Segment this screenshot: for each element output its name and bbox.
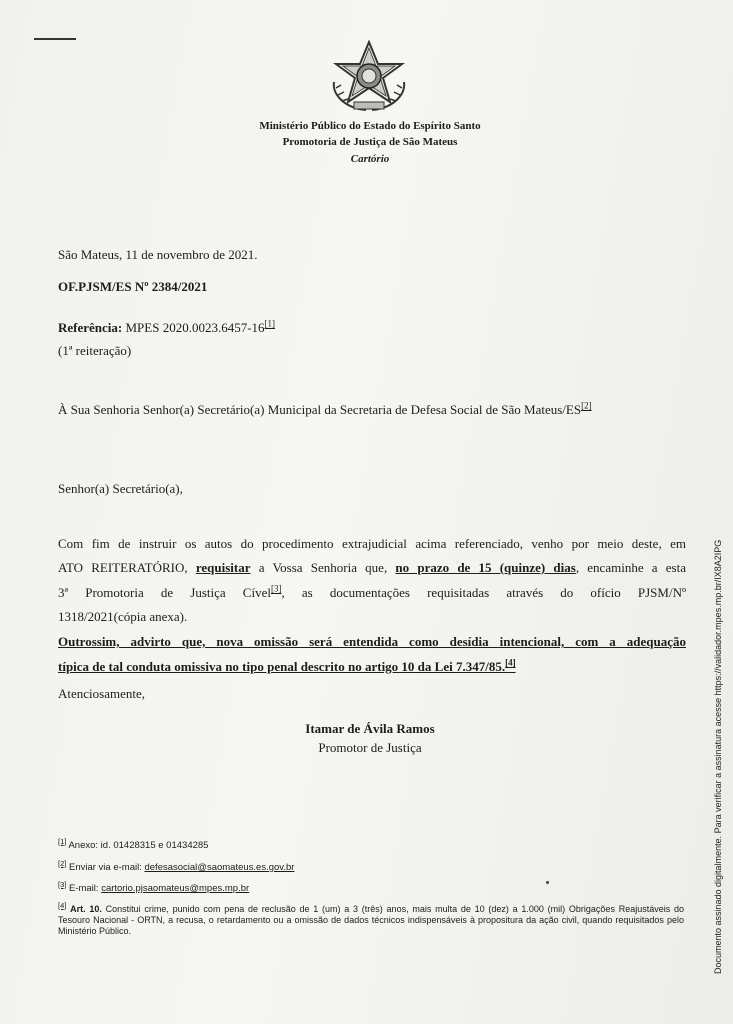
body-text: , as documentações requisitadas através do ofício PJSM/Nº [281, 585, 686, 600]
footnote-mark-1: [1] [58, 836, 67, 846]
espirito-santo-coat-of-arms-icon [326, 40, 412, 116]
reference-value: MPES 2020.0023.6457-16 [125, 320, 265, 335]
digital-signature-notice [703, 496, 723, 974]
footnote-ref-2[interactable]: [2] [581, 400, 592, 411]
closing: Atenciosamente, [58, 686, 145, 701]
recipient-line [58, 402, 592, 418]
warning-line-1: Outrossim, advirto que, nova omissão será entendida como desídia intencional, com a adequação [58, 634, 686, 649]
footnote-2 [58, 858, 295, 873]
warning-text: típica de tal conduta omissiva no tipo penal descrito no artigo 10 da Lei 7.347/85. [58, 659, 506, 674]
footnote-1 [58, 836, 209, 851]
footnote-mark-2: [2] [58, 858, 67, 868]
place-date: São Mateus, 11 de novembro de 2021. [58, 247, 258, 262]
ink-dot [546, 881, 549, 884]
footnote-4-article: Art. 10. [70, 904, 102, 914]
recipient-text: À Sua Senhoria Senhor(a) Secretário(a) Municipal da Secretaria de Defesa Social de São Mateus/ES [58, 402, 582, 417]
footnote-ref-1[interactable]: [1] [264, 318, 276, 329]
emphasis-requisitar: requisitar [195, 560, 251, 575]
footnote-ref-4[interactable]: [4] [505, 657, 516, 668]
body-line-3 [58, 585, 686, 601]
body-text: , encaminhe a esta [575, 560, 686, 575]
department-name: Cartório [350, 153, 390, 165]
footnote-ref-3[interactable]: [3] [270, 583, 282, 594]
warning-line-2 [58, 659, 516, 675]
body-text: a Vossa Senhoria que, [250, 560, 396, 575]
body-text: 3ª Promotoria de Justiça Cível [58, 585, 271, 600]
office-number: OF.PJSM/ES Nº 2384/2021 [58, 279, 208, 294]
salutation: Senhor(a) Secretário(a), [58, 481, 183, 496]
footnote-mark-3: [3] [58, 879, 67, 889]
body-line-1: Com fim de instruir os autos do procedimento extrajudicial acima referenciado, venho por meio deste, em [58, 536, 686, 551]
body-text: ATO REITERATÓRIO, [58, 560, 196, 575]
reference-line [58, 320, 275, 336]
footnote-4 [58, 901, 684, 937]
signer-title: Promotor de Justiça [318, 740, 422, 755]
pen-mark [34, 38, 76, 40]
footnote-2-label: Enviar via e-mail: [68, 862, 145, 873]
signer-name: Itamar de Ávila Ramos [305, 721, 435, 736]
body-line-4: 1318/2021(cópia anexa). [58, 609, 188, 624]
institution-name: Ministério Público do Estado do Espírito Santo [259, 120, 481, 132]
reference-label: Referência: [58, 320, 123, 335]
office-name: Promotoria de Justiça de São Mateus [282, 136, 458, 148]
emphasis-deadline: no prazo de 15 (quinze) dias [395, 560, 576, 575]
reiteration-note: (1ª reiteração) [58, 343, 132, 358]
digital-signature-text[interactable]: Documento assinado digitalmente. Para verificar a assinatura acesse https://validador.mpes.mp.br/IX8A2IPG [713, 539, 723, 974]
email-link-cartorio[interactable]: cartorio.pjsaomateus@mpes.mp.br [101, 883, 250, 894]
body-line-2 [58, 560, 686, 576]
footnote-mark-4: [4] [58, 901, 67, 910]
footnote-3 [58, 879, 250, 894]
footnote-3-label: E-mail: [68, 883, 102, 894]
footnote-1-text: Anexo: id. 01428315 e 01434285 [68, 840, 209, 851]
email-link-defesa-social[interactable]: defesasocial@saomateus.es.gov.br [144, 862, 295, 873]
footnote-4-text: Constitui crime, punido com pena de reclusão de 1 (um) a 3 (três) anos, mais multa de 10 (dez) a 1.000 (mil) Obrigações Reajustáveis do Tesouro Nacional - ORTN, a recusa, o retardamento ou a omissão de dados técnicos indispensáveis à propositura da ação civil, quando requisitados pelo Ministério Público. [58, 904, 684, 936]
